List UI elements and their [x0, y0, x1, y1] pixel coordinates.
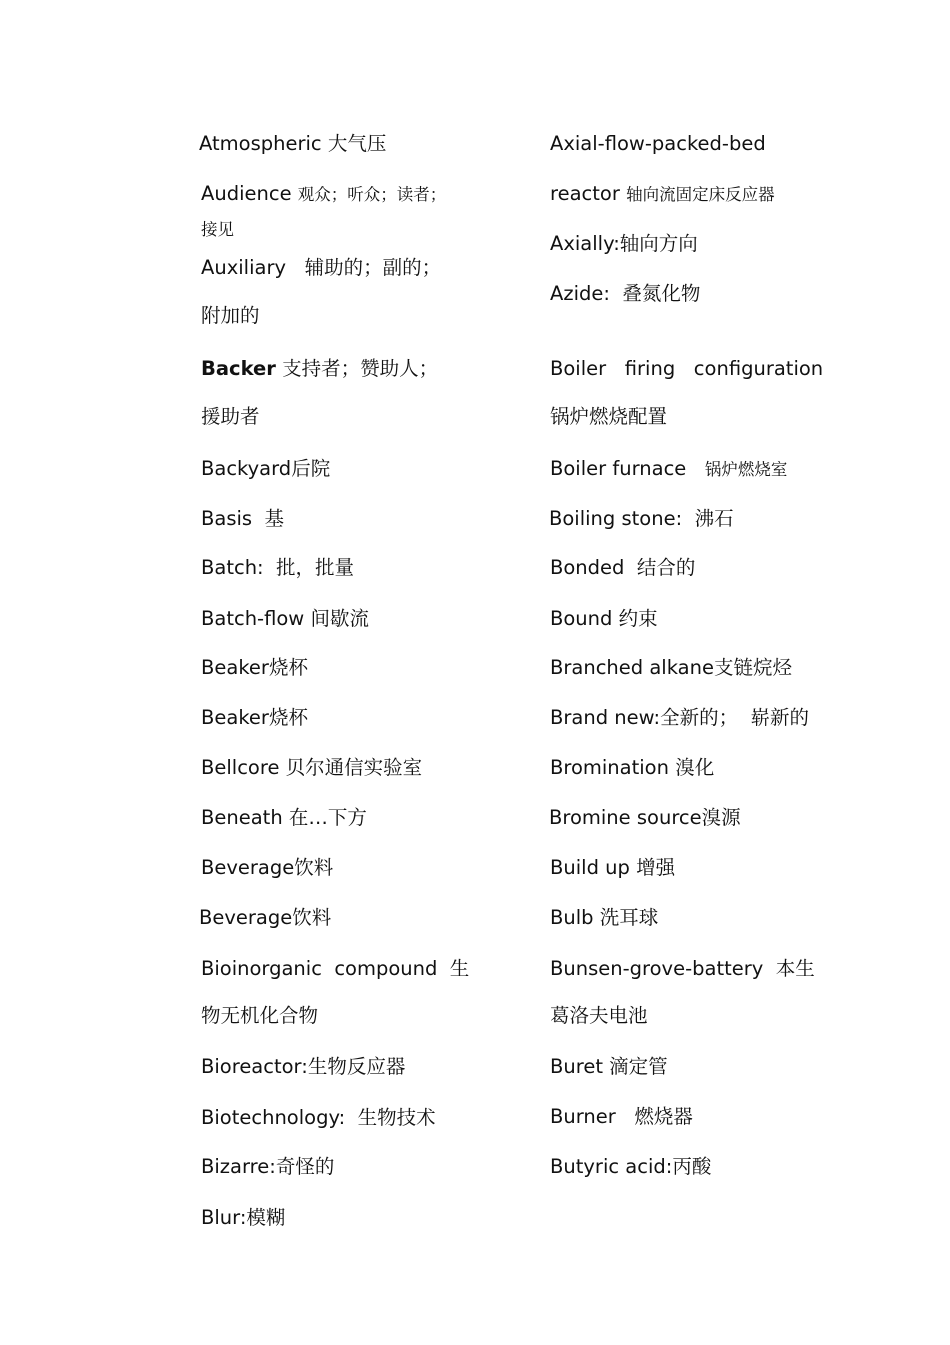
entry-bunsen-grove-battery	[550, 957, 815, 981]
term: Build up	[550, 856, 630, 879]
definition: 增强	[636, 856, 676, 879]
term: Blur:	[201, 1206, 247, 1229]
term: Beneath	[201, 806, 283, 829]
term: Beverage	[199, 906, 293, 929]
term: Azide:	[550, 282, 610, 305]
definition: 生物反应器	[307, 1055, 406, 1078]
definition: 奇怪的	[275, 1155, 335, 1178]
term: Burner	[550, 1105, 616, 1128]
definition: 结合的	[636, 556, 696, 579]
definition: 接见	[201, 220, 234, 239]
entry-beaker	[201, 656, 308, 680]
term: Batch-flow	[201, 607, 305, 630]
term: Bonded	[550, 556, 625, 579]
definition: 烧杯	[268, 656, 308, 679]
entry-bromination	[550, 756, 714, 780]
definition: 轴向流固定床反应器	[626, 185, 775, 204]
definition: 轴向方向	[619, 232, 698, 255]
entry-bioinorganic-compound	[201, 957, 469, 981]
term: Beaker	[201, 656, 269, 679]
term: Beaker	[201, 706, 269, 729]
term: Biotechnology:	[201, 1106, 346, 1129]
entry-backyard	[201, 457, 330, 481]
entry-batch	[201, 556, 354, 580]
term: Auxiliary	[201, 256, 286, 279]
entry-auxiliary-cont	[201, 304, 260, 328]
entry-brand-new	[550, 706, 809, 730]
definition: 贝尔通信实验室	[285, 756, 423, 779]
term: Butyric acid:	[550, 1155, 673, 1178]
definition: 辅助的；副的；	[304, 256, 442, 279]
entry-butyric-acid	[550, 1155, 711, 1179]
entry-blur	[201, 1206, 285, 1230]
definition: 物无机化合物	[201, 1004, 319, 1027]
entry-biotechnology	[201, 1106, 436, 1130]
term: Bioinorganic compound	[201, 957, 438, 980]
entry-auxiliary	[201, 256, 441, 280]
definition: 支持者；赞助人；	[282, 357, 439, 380]
definition: 洗耳球	[599, 906, 659, 929]
term: Bizarre:	[201, 1155, 276, 1178]
definition: 锅炉燃烧配置	[550, 405, 668, 428]
term: Brand new:	[550, 706, 661, 729]
entry-beaker-2	[201, 706, 308, 730]
definition: 锅炉燃烧室	[704, 460, 788, 479]
definition: 沸石	[694, 507, 734, 530]
entry-bonded	[550, 556, 695, 580]
term: Bioreactor:	[201, 1055, 308, 1078]
term: Bellcore	[201, 756, 280, 779]
definition: 大气压	[327, 132, 387, 155]
definition: 生物技术	[357, 1106, 436, 1129]
term: Branched alkane	[550, 656, 714, 679]
definition: 支链烷烃	[713, 656, 792, 679]
entry-boiler-firing-cont	[550, 405, 667, 429]
entry-basis	[201, 507, 284, 531]
definition: 烧杯	[268, 706, 308, 729]
entry-audience	[201, 182, 446, 207]
term: Axial-flow-packed-bed	[550, 132, 766, 155]
definition: 模糊	[246, 1206, 286, 1229]
entry-bioinorganic-cont	[201, 1004, 318, 1028]
definition: 在…下方	[288, 806, 367, 829]
definition: 基	[264, 507, 284, 530]
entry-build-up	[550, 856, 675, 880]
definition: 全新的； 崭新的	[660, 706, 809, 729]
entry-backer-cont	[201, 405, 260, 429]
term: Axially:	[550, 232, 620, 255]
definition: 饮料	[294, 856, 334, 879]
term: Bunsen-grove-battery	[550, 957, 764, 980]
entry-batch-flow	[201, 607, 369, 631]
definition: 约束	[618, 607, 658, 630]
entry-axial-flow-packed-bed	[550, 132, 766, 156]
entry-axially	[550, 232, 698, 256]
term: Bromination	[550, 756, 669, 779]
term: Bulb	[550, 906, 594, 929]
definition: 附加的	[201, 304, 260, 327]
term: Backer	[201, 357, 276, 380]
definition: 本生	[775, 957, 815, 980]
entry-boiler-firing-configuration	[550, 357, 823, 381]
entry-bulb	[550, 906, 658, 930]
entry-boiling-stone	[549, 507, 734, 531]
entry-reactor	[550, 182, 775, 207]
definition: 饮料	[292, 906, 332, 929]
term: Audience	[201, 182, 292, 205]
entry-boiler-furnace	[550, 457, 787, 482]
entry-bioreactor	[201, 1055, 405, 1079]
entry-backer	[201, 357, 438, 381]
definition: 叠氮化物	[622, 282, 701, 305]
entry-branched-alkane	[550, 656, 792, 680]
entry-atmospheric	[199, 132, 386, 156]
term: Atmospheric	[199, 132, 322, 155]
entry-audience-cont	[201, 217, 234, 242]
term: Beverage	[201, 856, 295, 879]
term: Boiling stone:	[549, 507, 683, 530]
term: Boiler firing configuration	[550, 357, 824, 380]
definition: 生	[449, 957, 470, 980]
definition: 燃烧器	[634, 1105, 693, 1128]
entry-azide	[550, 282, 700, 306]
term: Bound	[550, 607, 613, 630]
definition: 后院	[291, 457, 331, 480]
entry-bellcore	[201, 756, 422, 780]
term: Backyard	[201, 457, 292, 480]
definition: 葛洛夫电池	[550, 1004, 648, 1027]
entry-beverage-2	[199, 906, 331, 930]
definition: 溴源	[701, 806, 741, 829]
definition: 观众；听众；读者；	[297, 185, 447, 204]
term: Bromine source	[549, 806, 702, 829]
term: Batch:	[201, 556, 264, 579]
definition: 滴定管	[609, 1055, 668, 1078]
term: Buret	[550, 1055, 603, 1078]
term: Basis	[201, 507, 253, 530]
entry-buret	[550, 1055, 668, 1079]
entry-bromine-source	[549, 806, 741, 830]
term: reactor	[550, 182, 620, 205]
entry-bizarre	[201, 1155, 334, 1179]
entry-bound	[550, 607, 658, 631]
definition: 丙酸	[672, 1155, 712, 1178]
definition: 援助者	[201, 405, 260, 428]
entry-bunsen-cont	[550, 1004, 648, 1028]
entry-burner	[550, 1105, 693, 1129]
entry-beneath	[201, 806, 367, 830]
entry-beverage	[201, 856, 333, 880]
definition: 批，批量	[276, 556, 355, 579]
definition: 间歇流	[310, 607, 369, 630]
term: Boiler furnace	[550, 457, 687, 480]
definition: 溴化	[675, 756, 715, 779]
